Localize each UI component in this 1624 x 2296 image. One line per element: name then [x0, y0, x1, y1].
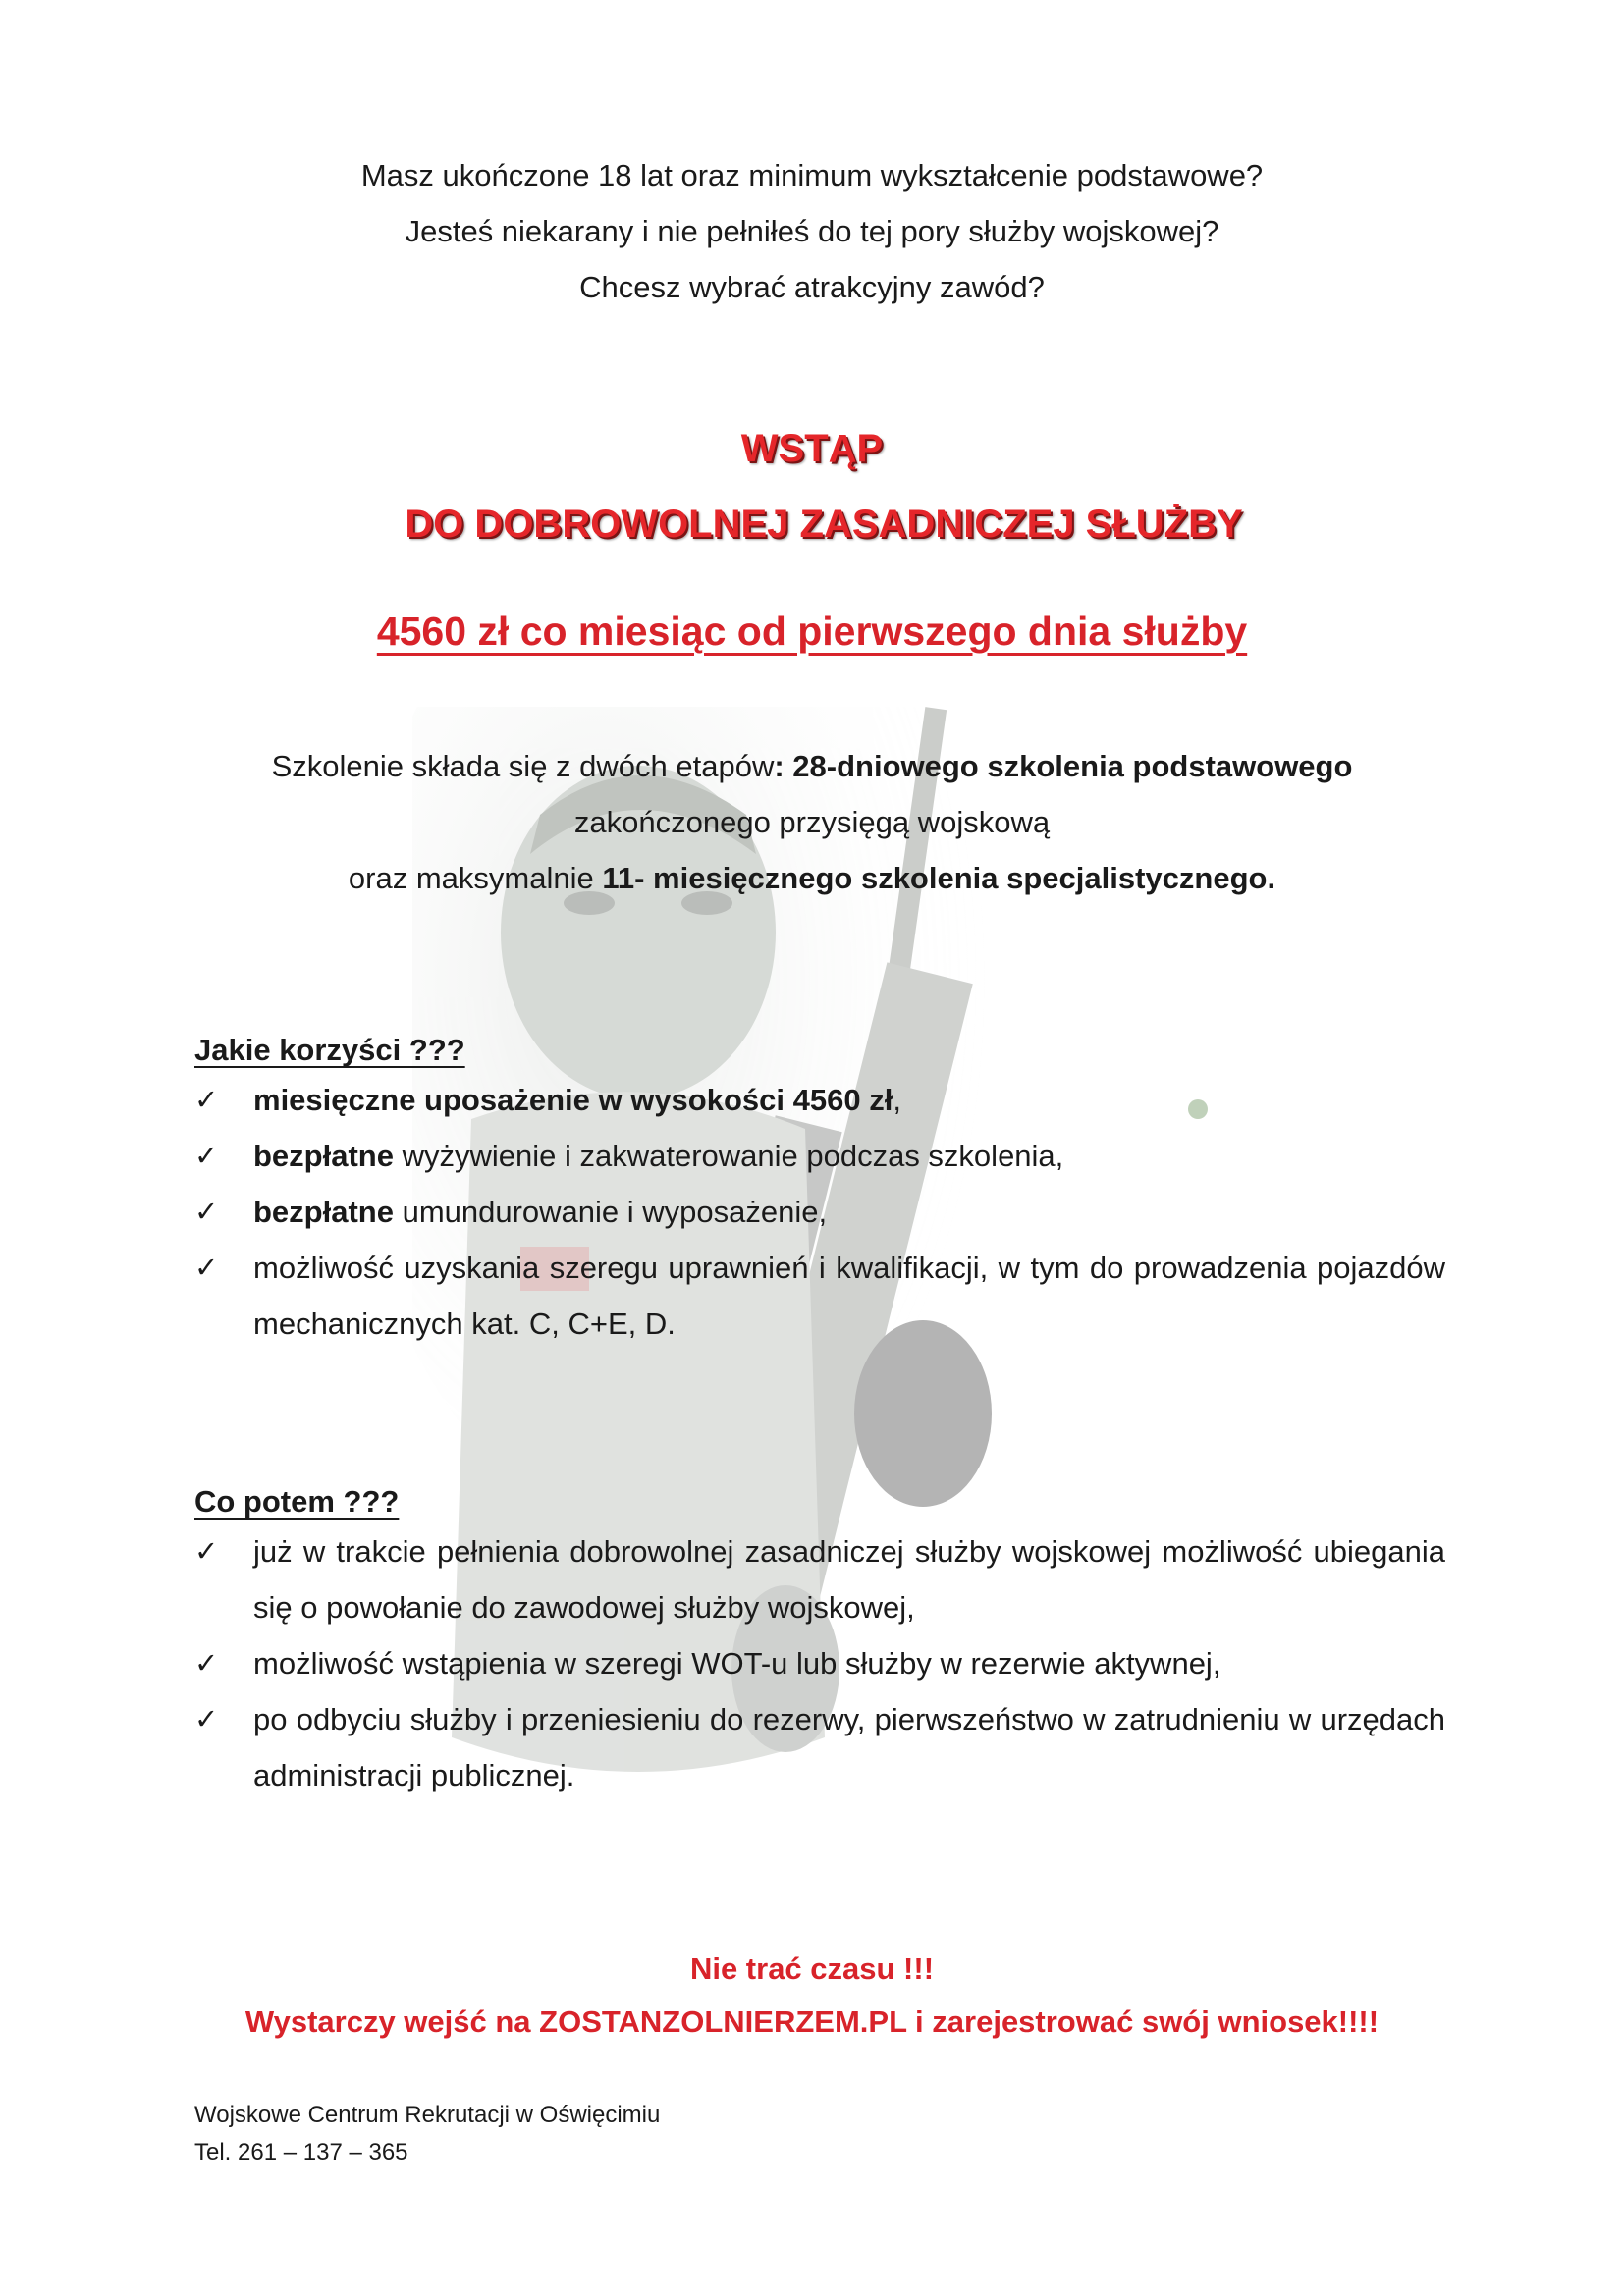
- checkmark-icon: ✓: [194, 1534, 219, 1568]
- training-line-1: [0, 738, 1624, 794]
- intro-line-3: Chcesz wybrać atrakcyjny zawód?: [579, 270, 1045, 304]
- training-description: [0, 738, 1624, 906]
- training-intro-text: Szkolenie składa się z dwóch etapów: [271, 749, 775, 783]
- training-basic-text: : 28-dniowego szkolenia podstawowego: [774, 749, 1353, 783]
- salary-banner: 4560 zł co miesiąc od pierwszego dnia służby: [376, 609, 1248, 654]
- training-specialist-text: 11- miesięcznego szkolenia specjalistycznego.: [602, 861, 1276, 895]
- after-text: już w trakcie pełnienia dobrowolnej zasadniczej służby wojskowej możliwość ubiegania się o powołanie do zawodowej służby wojskowej,: [253, 1534, 1445, 1625]
- list-item: [194, 1128, 1445, 1184]
- benefit-text: umundurowanie i wyposażenie,: [393, 1195, 828, 1229]
- checkmark-icon: ✓: [194, 1083, 219, 1116]
- checkmark-icon: ✓: [194, 1702, 219, 1735]
- headline-join: WSTĄP: [740, 427, 884, 470]
- intro-questions: [0, 147, 1624, 315]
- checkmark-icon: ✓: [194, 1646, 219, 1680]
- benefit-text: ,: [893, 1083, 901, 1117]
- checkmark-icon: ✓: [194, 1195, 219, 1228]
- benefit-bold-text: bezpłatne: [253, 1139, 394, 1173]
- benefits-heading: Jakie korzyści ???: [194, 1033, 465, 1067]
- benefit-text: wyżywienie i zakwaterowanie podczas szkolenia,: [393, 1139, 1064, 1173]
- after-text: możliwość wstąpienia w szeregi WOT-u lub służby w rezerwie aktywnej,: [253, 1646, 1221, 1681]
- intro-line-2: Jesteś niekarany i nie pełniłeś do tej pory służby wojskowej?: [405, 214, 1219, 248]
- benefits-list: [194, 1072, 1445, 1352]
- benefit-text: możliwość uzyskania szeregu uprawnień i kwalifikacji, w tym do prowadzenia pojazdów mechanicznych kat. C, C+E, D.: [253, 1251, 1445, 1341]
- training-line-3: [0, 850, 1624, 906]
- checkmark-icon: ✓: [194, 1139, 219, 1172]
- training-max-text: oraz maksymalnie: [348, 861, 603, 895]
- benefit-bold-text: miesięczne uposażenie w wysokości 4560 zł: [253, 1083, 893, 1117]
- after-heading: Co potem ???: [194, 1484, 400, 1519]
- list-item: [194, 1240, 1445, 1352]
- intro-line-1: Masz ukończone 18 lat oraz minimum wykształcenie podstawowe?: [360, 158, 1264, 192]
- after-text: po odbyciu służby i przeniesieniu do rezerwy, pierwszeństwo w zatrudnieniu w urzędach administracji publicznej.: [253, 1702, 1445, 1792]
- footer-contact: [194, 2097, 660, 2171]
- list-item: [194, 1691, 1445, 1803]
- footer-org: Wojskowe Centrum Rekrutacji w Oświęcimiu: [194, 2102, 661, 2128]
- after-list: [194, 1523, 1445, 1803]
- list-item: [194, 1523, 1445, 1635]
- training-line-2: zakończonego przysięgą wojskową: [573, 805, 1051, 839]
- list-item: [194, 1072, 1445, 1128]
- benefit-bold-text: bezpłatne: [253, 1195, 394, 1229]
- headline-service: DO DOBROWOLNEJ ZASADNICZEJ SŁUŻBY: [405, 503, 1243, 546]
- list-item: [194, 1635, 1445, 1691]
- footer-phone: Tel. 261 – 137 – 365: [194, 2139, 408, 2165]
- cta-headline: Nie trać czasu !!!: [689, 1951, 935, 1986]
- cta-register-text: Wystarczy wejść na ZOSTANZOLNIERZEM.PL i zarejestrować swój wniosek!!!!: [244, 2004, 1380, 2039]
- checkmark-icon: ✓: [194, 1251, 219, 1284]
- list-item: [194, 1184, 1445, 1240]
